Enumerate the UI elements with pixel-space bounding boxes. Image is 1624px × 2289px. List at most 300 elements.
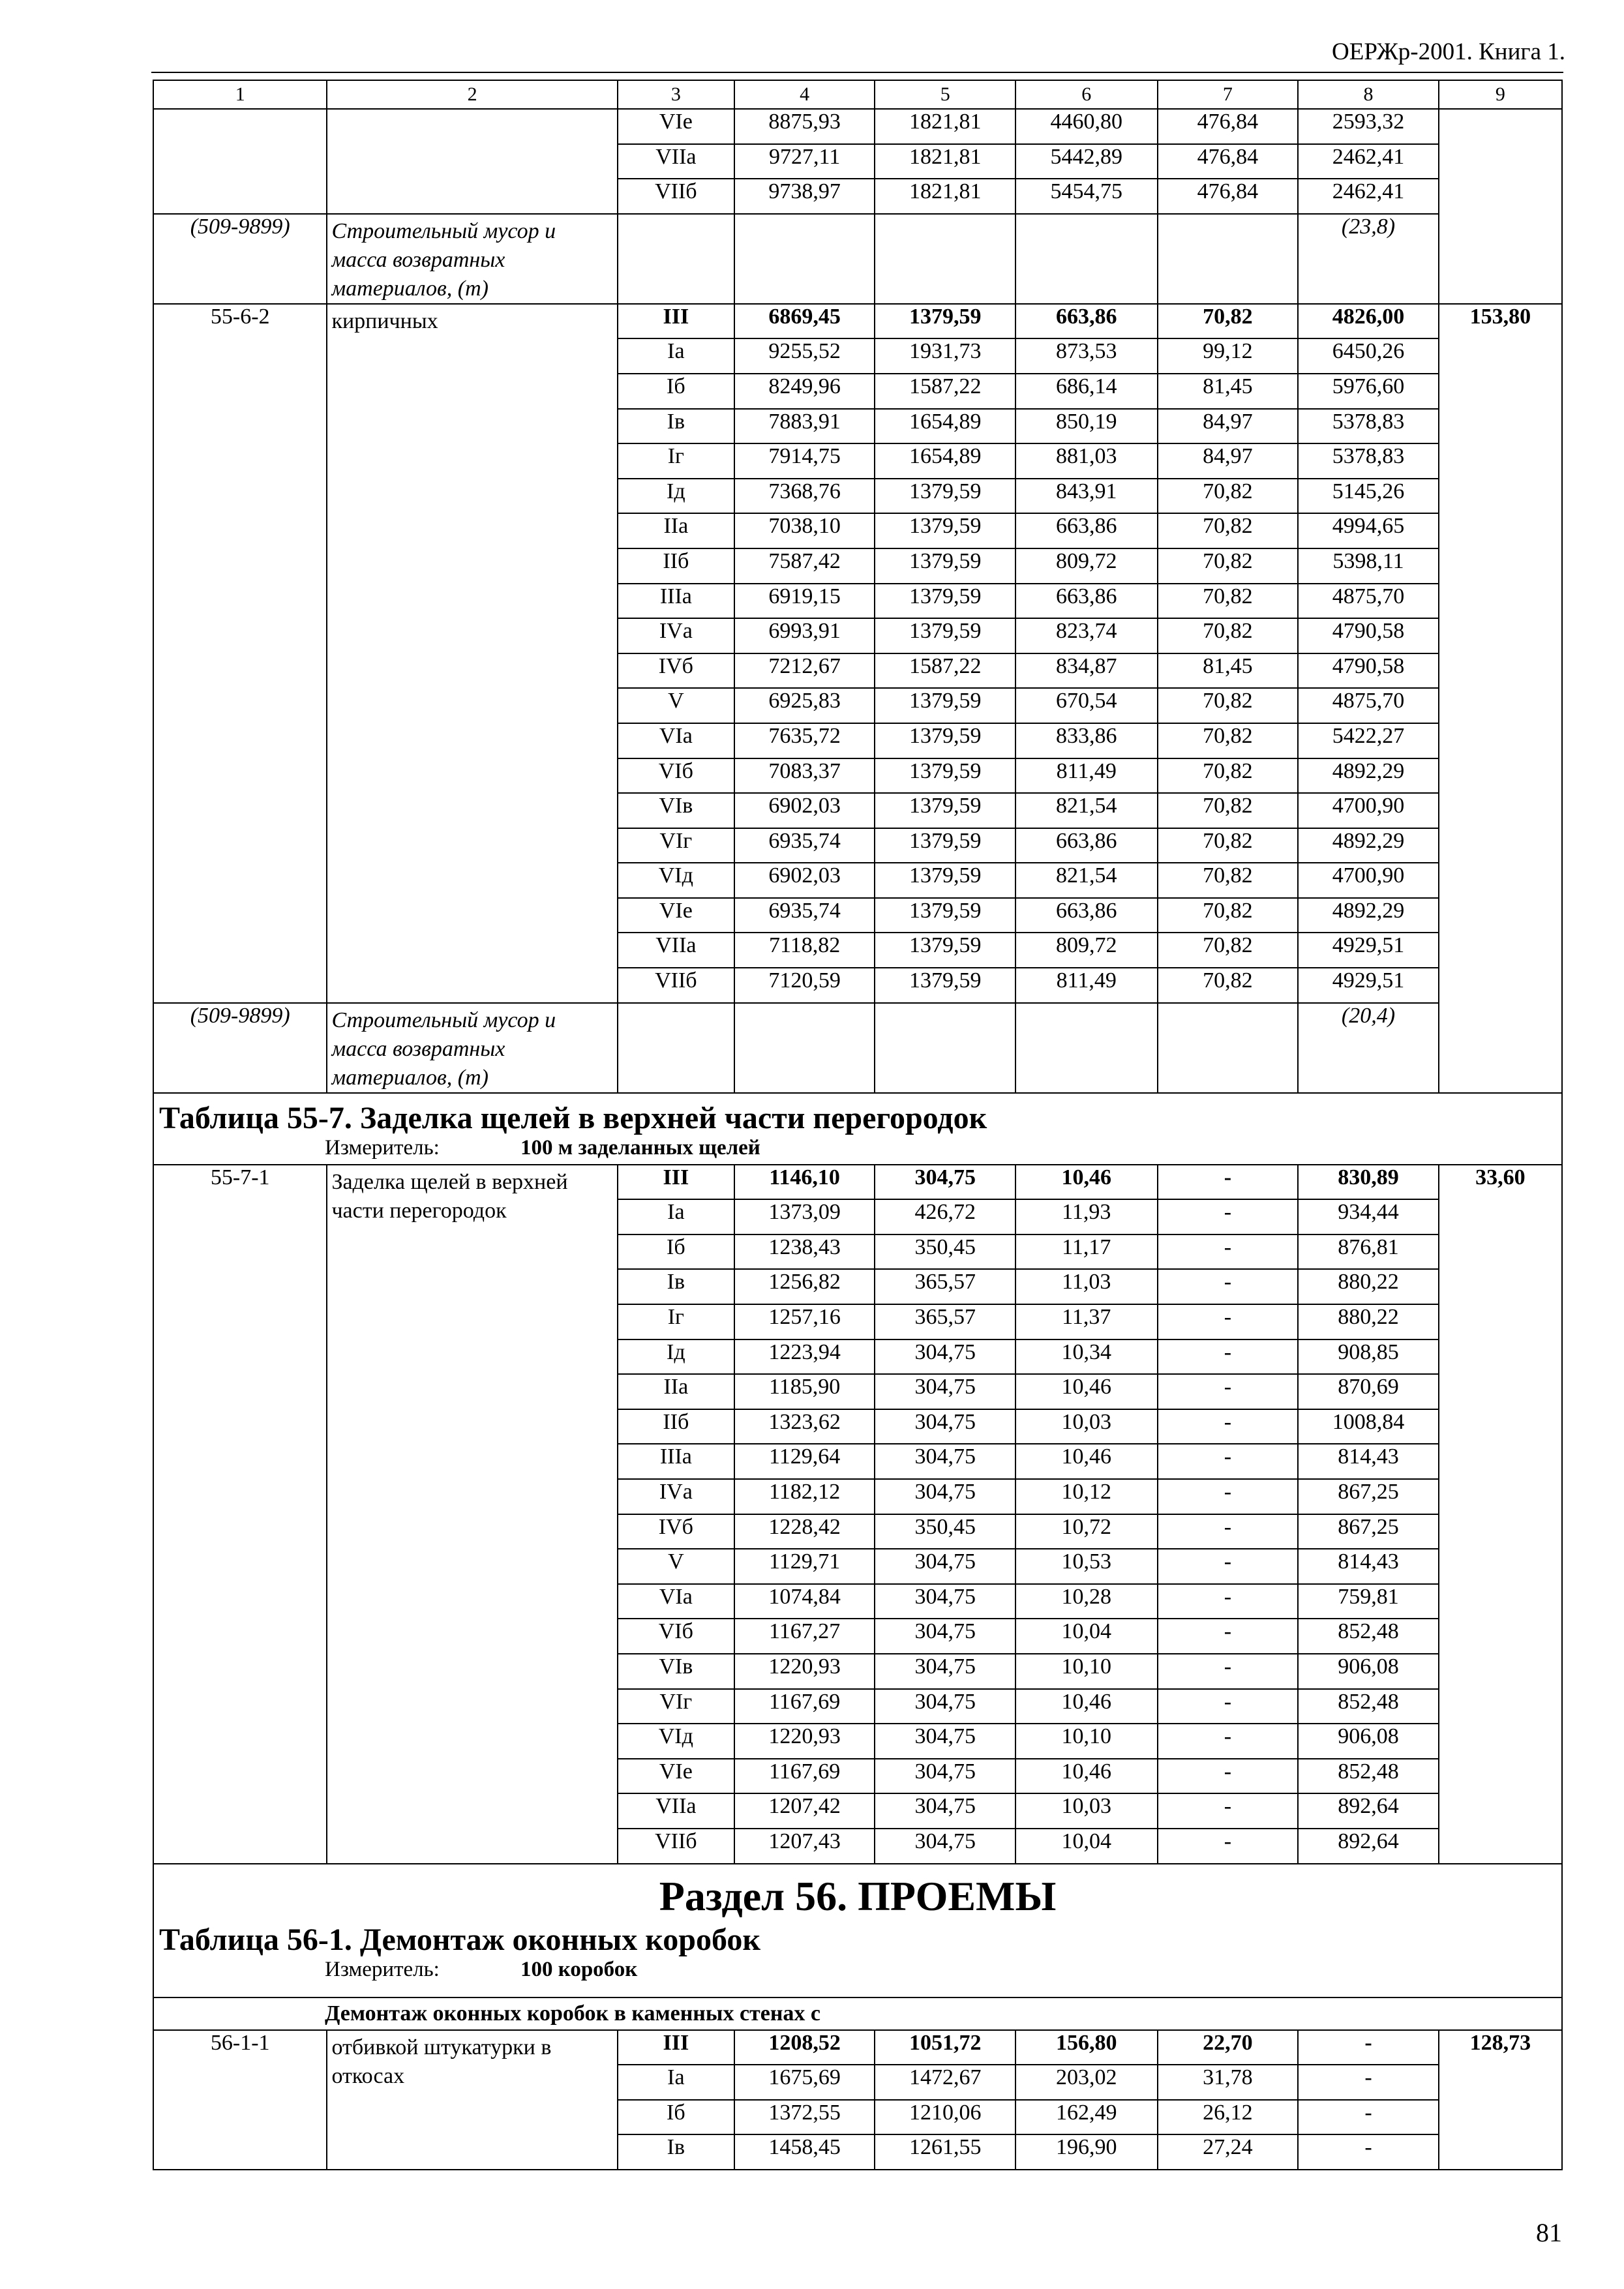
value-cell: 7883,91 [734,409,875,444]
value-cell: 908,85 [1298,1339,1439,1375]
value-cell: 2462,41 [1298,144,1439,179]
waste-row [153,1003,1562,1093]
value-cell: 5398,11 [1298,548,1439,584]
value-cell: 867,25 [1298,1479,1439,1514]
value-cell: 6993,91 [734,618,875,653]
zone-cell: IIа [618,1374,734,1409]
value-cell: - [1158,1793,1299,1829]
zone-cell: Iд [618,1339,734,1375]
value-cell: 881,03 [1015,443,1158,479]
value-cell: 1207,42 [734,1793,875,1829]
page-number: 81 [1536,2218,1562,2247]
value-cell: 821,54 [1015,793,1158,828]
value-cell: 6935,74 [734,828,875,863]
value-cell: 70,82 [1158,688,1299,723]
value-cell: 6919,15 [734,584,875,619]
value-cell: 476,84 [1158,179,1299,214]
labor-cost-cell: 153,80 [1439,304,1562,1093]
value-cell: - [1298,2065,1439,2100]
value-cell: 6869,45 [734,304,875,339]
measure-value: 100 м заделанных щелей [520,1135,760,1159]
zone-cell: VIв [618,793,734,828]
value-cell: 1654,89 [875,443,1015,479]
value-cell: 686,14 [1015,374,1158,409]
value-cell: 1051,72 [875,2030,1015,2065]
value-cell: 1587,22 [875,374,1015,409]
value-cell: 906,08 [1298,1654,1439,1689]
value-cell: 809,72 [1015,548,1158,584]
value-cell: 304,75 [875,1654,1015,1689]
value-cell: 8249,96 [734,374,875,409]
value-cell: 873,53 [1015,338,1158,374]
value-cell: - [1158,1339,1299,1375]
zone-cell: Iг [618,443,734,479]
empty-cell [875,214,1015,304]
waste-value: (20,4) [1298,1003,1439,1093]
value-cell: 843,91 [1015,479,1158,514]
value-cell: 1074,84 [734,1584,875,1619]
value-cell: 4994,65 [1298,513,1439,548]
rate-code: 56-1-1 [153,2030,327,2170]
zone-cell: VIг [618,828,734,863]
value-cell: 811,49 [1015,758,1158,794]
zone-cell: IVб [618,653,734,689]
value-cell: 26,12 [1158,2100,1299,2135]
labor-cost-cell: 33,60 [1439,1165,1562,1864]
value-cell: 870,69 [1298,1374,1439,1409]
column-number-cell: 6 [1015,80,1158,109]
value-cell: 1210,06 [875,2100,1015,2135]
value-cell: 830,89 [1298,1165,1439,1200]
value-cell: 4929,51 [1298,968,1439,1003]
work-description: кирпичных [327,304,617,1003]
value-cell: 663,86 [1015,304,1158,339]
value-cell: - [1158,1689,1299,1724]
value-cell: 10,53 [1015,1549,1158,1584]
value-cell: 867,25 [1298,1514,1439,1549]
value-cell: 10,46 [1015,1444,1158,1479]
value-cell: 70,82 [1158,618,1299,653]
value-cell: 156,80 [1015,2030,1158,2065]
value-cell: 365,57 [875,1269,1015,1304]
waste-code: (509-9899) [153,214,327,304]
zone-cell: Iа [618,2065,734,2100]
column-number-cell: 4 [734,80,875,109]
empty-cell [1158,214,1299,304]
measure-unit [154,1136,1561,1163]
zone-cell: IVб [618,1514,734,1549]
value-cell: 22,70 [1158,2030,1299,2065]
value-cell: 5145,26 [1298,479,1439,514]
value-cell: 833,86 [1015,723,1158,758]
column-number-cell: 3 [618,80,734,109]
empty-cell [875,1003,1015,1093]
zone-cell: IVа [618,1479,734,1514]
value-cell: 11,03 [1015,1269,1158,1304]
value-cell: 70,82 [1158,968,1299,1003]
value-cell: 203,02 [1015,2065,1158,2100]
zone-cell: IIа [618,513,734,548]
value-cell: 5454,75 [1015,179,1158,214]
value-cell: 1379,59 [875,968,1015,1003]
table-title: Таблица 56-1. Демонтаж оконных коробок [159,1922,761,1957]
value-cell: 1379,59 [875,513,1015,548]
value-cell: 4875,70 [1298,584,1439,619]
value-cell: 850,19 [1015,409,1158,444]
value-cell: - [1298,2134,1439,2170]
value-cell: - [1158,1829,1299,1864]
section-title-cell [153,1864,1562,1997]
zone-cell: VIа [618,723,734,758]
value-cell: - [1158,1234,1299,1270]
value-cell: 6902,03 [734,793,875,828]
value-cell: - [1158,1724,1299,1759]
column-number-cell: 1 [153,80,327,109]
value-cell: 304,75 [875,1409,1015,1444]
value-cell: 663,86 [1015,828,1158,863]
rate-code: 55-7-1 [153,1165,327,1864]
value-cell: 1323,62 [734,1409,875,1444]
value-cell: 70,82 [1158,723,1299,758]
value-cell: - [1158,1165,1299,1200]
value-cell: 6450,26 [1298,338,1439,374]
value-cell: 70,82 [1158,479,1299,514]
value-cell: 7083,37 [734,758,875,794]
work-description: Заделка щелей в верхней части перегородок [327,1165,617,1864]
value-cell: - [1158,1444,1299,1479]
table-row [153,1165,1562,1200]
value-cell: 304,75 [875,1724,1015,1759]
value-cell: 4826,00 [1298,304,1439,339]
value-cell: 4460,80 [1015,109,1158,144]
value-cell: 304,75 [875,1479,1015,1514]
value-cell: 1129,64 [734,1444,875,1479]
value-cell: 1379,59 [875,548,1015,584]
value-cell: 304,75 [875,1339,1015,1375]
value-cell: 27,24 [1158,2134,1299,2170]
value-cell: 1379,59 [875,863,1015,898]
value-cell: 1167,69 [734,1759,875,1794]
table-row [153,2030,1562,2065]
value-cell: 1821,81 [875,109,1015,144]
zone-cell: IIб [618,548,734,584]
value-cell: 1379,59 [875,723,1015,758]
value-cell: - [1158,1514,1299,1549]
table-title-row [153,1093,1562,1165]
zone-cell: Iа [618,1199,734,1234]
value-cell: 162,49 [1015,2100,1158,2135]
value-cell: 892,64 [1298,1829,1439,1864]
value-cell: 4929,51 [1298,933,1439,968]
value-cell: 4700,90 [1298,793,1439,828]
value-cell: 1472,67 [875,2065,1015,2100]
rate-code [153,109,327,214]
zone-cell: III [618,1165,734,1200]
zone-cell: V [618,688,734,723]
page-header-title: ОЕРЖр-2001. Книга 1. [1332,38,1565,65]
value-cell: - [1158,1584,1299,1619]
zone-cell: VIа [618,1584,734,1619]
value-cell: 4892,29 [1298,828,1439,863]
value-cell: 4790,58 [1298,618,1439,653]
value-cell: 7038,10 [734,513,875,548]
value-cell: 1379,59 [875,584,1015,619]
value-cell: 1238,43 [734,1234,875,1270]
value-cell: 8875,93 [734,109,875,144]
value-cell: 4700,90 [1298,863,1439,898]
value-cell: 7212,67 [734,653,875,689]
zone-cell: Iа [618,338,734,374]
value-cell: 1182,12 [734,1479,875,1514]
value-cell: 10,03 [1015,1793,1158,1829]
value-cell: 834,87 [1015,653,1158,689]
subheading: Демонтаж оконных коробок в каменных стенах с [153,1997,1562,2030]
empty-cell [618,214,734,304]
empty-cell [1015,1003,1158,1093]
value-cell: 5422,27 [1298,723,1439,758]
value-cell: 365,57 [875,1304,1015,1339]
zone-cell: IVа [618,618,734,653]
labor-cost-cell: 128,73 [1439,2030,1562,2170]
measure-label: Измеритель: [325,1957,440,1981]
value-cell: 9727,11 [734,144,875,179]
value-cell: 304,75 [875,1444,1015,1479]
zone-cell: V [618,1549,734,1584]
value-cell: 1256,82 [734,1269,875,1304]
value-cell: 670,54 [1015,688,1158,723]
value-cell: 6935,74 [734,898,875,933]
measure-value: 100 коробок [520,1957,638,1981]
value-cell: 70,82 [1158,898,1299,933]
value-cell: 6925,83 [734,688,875,723]
zone-cell: Iг [618,1304,734,1339]
value-cell: - [1158,1619,1299,1654]
value-cell: 196,90 [1015,2134,1158,2170]
zone-cell: Iв [618,1269,734,1304]
zone-cell: VIIб [618,1829,734,1864]
zone-cell: VIIа [618,144,734,179]
value-cell: 81,45 [1158,653,1299,689]
value-cell: 99,12 [1158,338,1299,374]
value-cell: 1379,59 [875,688,1015,723]
zone-cell: Iд [618,479,734,514]
value-cell: 876,81 [1298,1234,1439,1270]
value-cell: 5378,83 [1298,443,1439,479]
value-cell: 476,84 [1158,109,1299,144]
table-title: Таблица 55-7. Заделка щелей в верхней части перегородок [159,1100,987,1135]
value-cell: 10,46 [1015,1689,1158,1724]
empty-cell [734,1003,875,1093]
header-rule [151,72,1563,73]
value-cell: 70,82 [1158,304,1299,339]
zone-cell: IIIа [618,584,734,619]
zone-cell: VIIа [618,1793,734,1829]
zone-cell: Iб [618,374,734,409]
zone-cell: VIIа [618,933,734,968]
section-title-row [153,1864,1562,1997]
value-cell: 304,75 [875,1374,1015,1409]
value-cell: 10,46 [1015,1165,1158,1200]
value-cell: 304,75 [875,1549,1015,1584]
value-cell: 7914,75 [734,443,875,479]
waste-row [153,214,1562,304]
value-cell: 1379,59 [875,828,1015,863]
value-cell: 814,43 [1298,1444,1439,1479]
value-cell: 5976,60 [1298,374,1439,409]
value-cell: 1167,69 [734,1689,875,1724]
value-cell: 1931,73 [875,338,1015,374]
value-cell: 663,86 [1015,584,1158,619]
zone-cell: VIв [618,1654,734,1689]
measure-unit [154,1958,1561,1984]
value-cell: - [1158,1199,1299,1234]
value-cell: - [1158,1549,1299,1584]
value-cell: 10,10 [1015,1724,1158,1759]
value-cell: 70,82 [1158,548,1299,584]
value-cell: 1379,59 [875,933,1015,968]
value-cell: 1228,42 [734,1514,875,1549]
value-cell: 10,72 [1015,1514,1158,1549]
value-cell: 70,82 [1158,863,1299,898]
value-cell: 304,75 [875,1619,1015,1654]
value-cell: - [1158,1409,1299,1444]
value-cell: 880,22 [1298,1269,1439,1304]
waste-description: Строительный мусор и масса возвратных материалов, (т) [327,214,617,304]
zone-cell: III [618,304,734,339]
value-cell: 10,10 [1015,1654,1158,1689]
labor-cost-cell [1439,109,1562,304]
value-cell: 1220,93 [734,1724,875,1759]
value-cell: 811,49 [1015,968,1158,1003]
value-cell: 2462,41 [1298,179,1439,214]
value-cell: 5378,83 [1298,409,1439,444]
waste-description: Строительный мусор и масса возвратных материалов, (т) [327,1003,617,1093]
empty-cell [618,1003,734,1093]
zone-cell: IIIа [618,1444,734,1479]
value-cell: 852,48 [1298,1759,1439,1794]
value-cell: 10,28 [1015,1584,1158,1619]
value-cell: 663,86 [1015,513,1158,548]
value-cell: 426,72 [875,1199,1015,1234]
section-title: Раздел 56. ПРОЕМЫ [659,1872,1057,1919]
value-cell: 1185,90 [734,1374,875,1409]
zone-cell: VIг [618,1689,734,1724]
column-number-row [153,80,1562,109]
value-cell: 1821,81 [875,179,1015,214]
waste-value: (23,8) [1298,214,1439,304]
value-cell: - [1158,1269,1299,1304]
table-title-cell [153,1093,1562,1165]
value-cell: 1379,59 [875,793,1015,828]
work-description [327,109,617,214]
value-cell: 814,43 [1298,1549,1439,1584]
value-cell: 1129,71 [734,1549,875,1584]
value-cell: 4790,58 [1298,653,1439,689]
value-cell: 304,75 [875,1584,1015,1619]
value-cell: 304,75 [875,1759,1015,1794]
zone-cell: VIб [618,1619,734,1654]
value-cell: 1379,59 [875,758,1015,794]
value-cell: 1373,09 [734,1199,875,1234]
value-cell: 1261,55 [875,2134,1015,2170]
zone-cell: III [618,2030,734,2065]
value-cell: 852,48 [1298,1619,1439,1654]
zone-cell: VIе [618,898,734,933]
subheading-row [153,1997,1562,2030]
value-cell: 906,08 [1298,1724,1439,1759]
zone-cell: Iб [618,2100,734,2135]
value-cell: 10,04 [1015,1829,1158,1864]
value-cell: 81,45 [1158,374,1299,409]
empty-cell [734,214,875,304]
value-cell: 1146,10 [734,1165,875,1200]
zone-cell: VIб [618,758,734,794]
value-cell: 759,81 [1298,1584,1439,1619]
value-cell: 1675,69 [734,2065,875,2100]
measure-label: Измеритель: [325,1135,440,1159]
value-cell: 10,34 [1015,1339,1158,1375]
value-cell: 1379,59 [875,618,1015,653]
value-cell: - [1158,1654,1299,1689]
value-cell: 4892,29 [1298,758,1439,794]
zone-cell: VIIб [618,968,734,1003]
value-cell: 1379,59 [875,304,1015,339]
work-description: отбивкой штукатурки в откосах [327,2030,617,2170]
value-cell: 7587,42 [734,548,875,584]
value-cell: 11,17 [1015,1234,1158,1270]
value-cell: 892,64 [1298,1793,1439,1829]
value-cell: 304,75 [875,1165,1015,1200]
value-cell: 1821,81 [875,144,1015,179]
value-cell: 821,54 [1015,863,1158,898]
value-cell: 1208,52 [734,2030,875,2065]
value-cell: 31,78 [1158,2065,1299,2100]
value-cell: 663,86 [1015,898,1158,933]
value-cell: 7118,82 [734,933,875,968]
value-cell: 70,82 [1158,933,1299,968]
empty-cell [1015,214,1158,304]
value-cell: 9738,97 [734,179,875,214]
zone-cell: Iв [618,409,734,444]
value-cell: 1654,89 [875,409,1015,444]
value-cell: 70,82 [1158,793,1299,828]
value-cell: 934,44 [1298,1199,1439,1234]
value-cell: 1008,84 [1298,1409,1439,1444]
zone-cell: VIд [618,863,734,898]
value-cell: 10,03 [1015,1409,1158,1444]
column-number-cell: 9 [1439,80,1562,109]
waste-code: (509-9899) [153,1003,327,1093]
value-cell: 880,22 [1298,1304,1439,1339]
value-cell: 11,37 [1015,1304,1158,1339]
value-cell: 304,75 [875,1689,1015,1724]
value-cell: - [1158,1479,1299,1514]
rate-code: 55-6-2 [153,304,327,1003]
value-cell: 70,82 [1158,584,1299,619]
zone-cell: VIIб [618,179,734,214]
value-cell: 10,46 [1015,1759,1158,1794]
value-cell: 852,48 [1298,1689,1439,1724]
value-cell: 70,82 [1158,513,1299,548]
column-number-cell: 2 [327,80,617,109]
value-cell: - [1298,2100,1439,2135]
value-cell: 809,72 [1015,933,1158,968]
value-cell: 823,74 [1015,618,1158,653]
value-cell: 350,45 [875,1514,1015,1549]
value-cell: 9255,52 [734,338,875,374]
value-cell: 1167,27 [734,1619,875,1654]
value-cell: 6902,03 [734,863,875,898]
